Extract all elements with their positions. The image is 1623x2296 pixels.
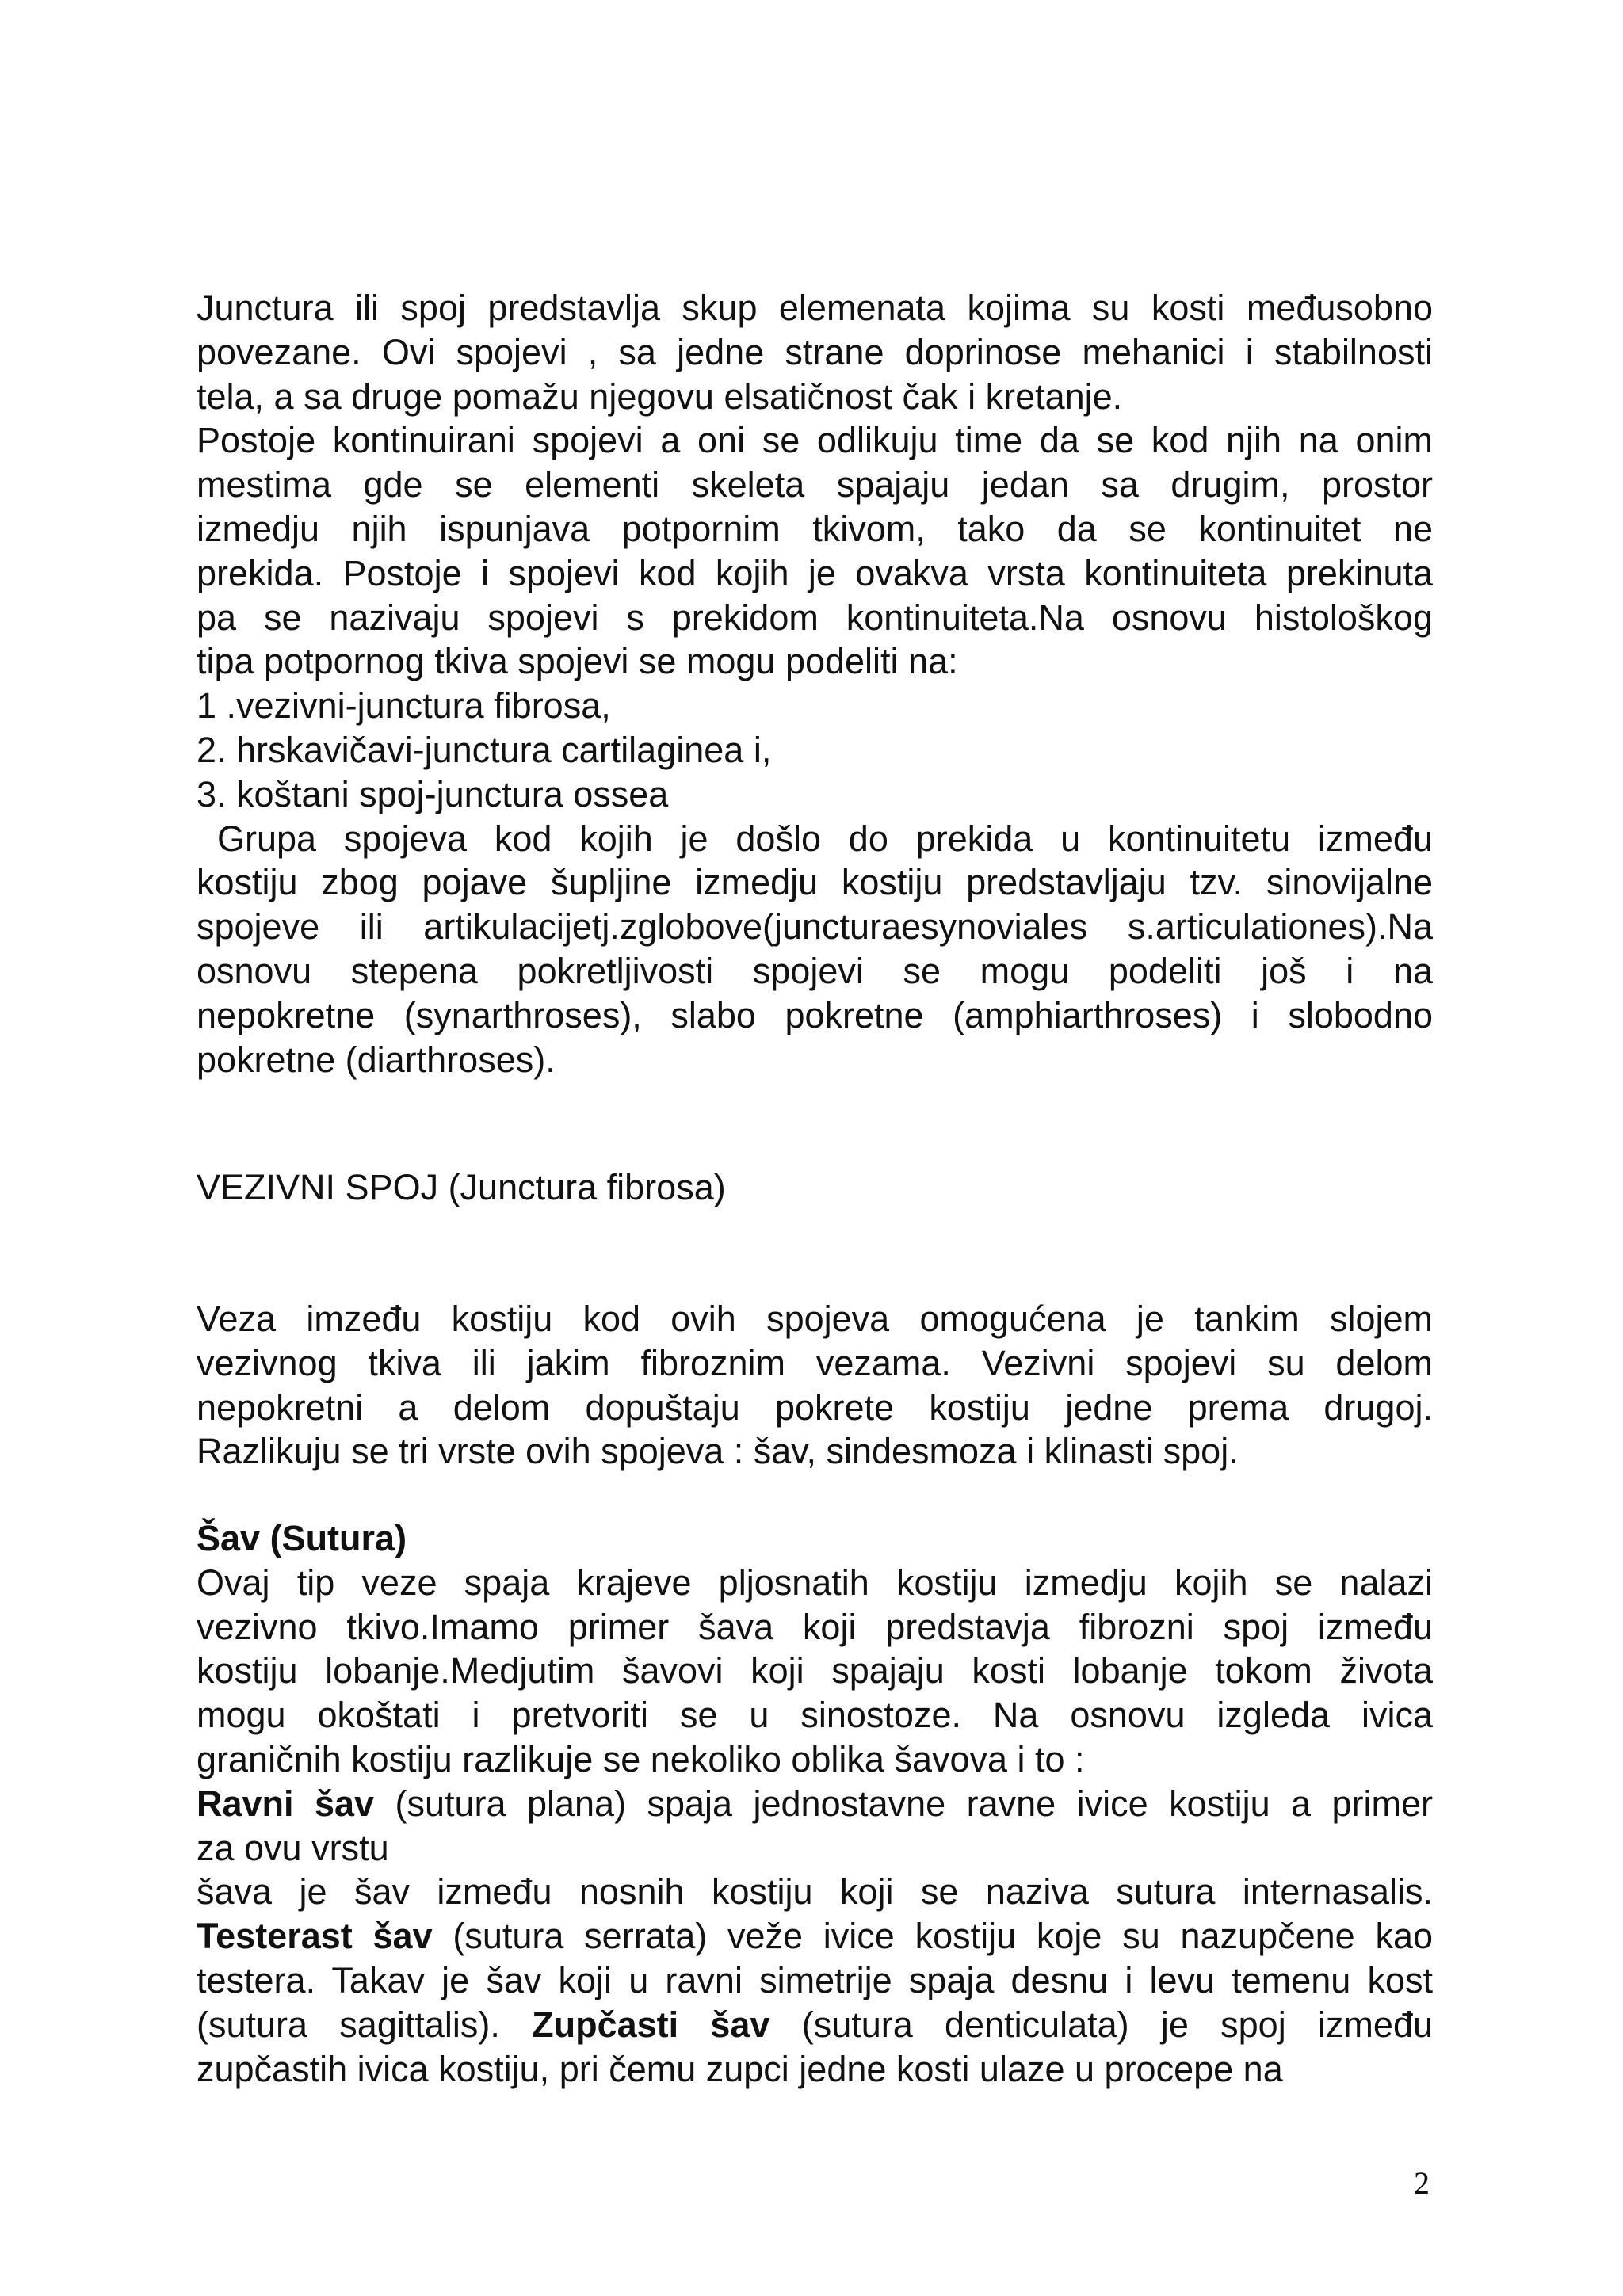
fibrous-joint-paragraph: [197, 1297, 1433, 1474]
text-line: nepokretni a delom dopuštaju pokrete kostiju jedne prema drugoj.: [197, 1386, 1433, 1428]
text-run: testera. Takav je šav koji u ravni simetrije spaja desnu i levu temenu kost: [197, 1959, 1433, 2000]
text-run: mogu okoštati i pretvoriti se u sinostoze. Na osnovu izgleda ivica: [197, 1695, 1433, 1736]
text-run: (sutura sagittalis).: [197, 2004, 533, 2045]
text-line: tipa potpornog tkiva spojevi se mogu podeliti na:: [197, 641, 958, 682]
bold-term: Zupčasti šav: [532, 2004, 770, 2045]
text-line: Veza imzeđu kostiju kod ovih spojeva omogućena je tankim slojem: [197, 1299, 1433, 1339]
text-line: 3. koštani spoj-junctura ossea: [197, 773, 669, 814]
bold-term: Ravni šav: [197, 1783, 375, 1824]
bold-term: Šav (Sutura): [197, 1518, 407, 1558]
text-line: 2. hrskavičavi-junctura cartilaginea i,: [197, 729, 772, 770]
text-line: 1 .vezivni-junctura fibrosa,: [197, 685, 611, 727]
text-line: pokretne (diarthroses).: [197, 1039, 556, 1080]
text-line: [197, 1870, 1433, 1914]
text-line: mestima gde se elementi skeleta spajaju jedan sa drugim, prostor: [197, 464, 1433, 505]
text-line: [197, 1605, 1433, 1650]
text-line: [197, 1649, 1433, 1693]
text-line: kostiju zbog pojave šupljine izmedju kostiju predstavljaju tzv. sinovijalne: [197, 862, 1433, 903]
text-run: Ovaj tip veze spaja krajeve pljosnatih kostiju izmedju kojih se nalazi: [197, 1562, 1433, 1603]
text-line: povezane. Ovi spojevi , sa jedne strane doprinose mehanici i stabilnosti: [197, 331, 1433, 372]
bold-term: Testerast šav: [197, 1916, 433, 1957]
text-run: kostiju lobanje.Medjutim šavovi koji spajaju kosti lobanje tokom života: [197, 1650, 1433, 1691]
text-line: [197, 1693, 1433, 1737]
text-line: tela, a sa druge pomažu njegovu elsatičnost čak i kretanje.: [197, 376, 1123, 417]
text-line: [197, 1782, 1433, 1826]
page-number: 2: [1414, 2165, 1430, 2201]
text-line: Junctura ili spoj predstavlja skup elemenata kojima su kosti međusobno: [197, 288, 1433, 328]
intro-paragraph: [197, 286, 1433, 1081]
text-run: za ovu vrstu: [197, 1827, 389, 1868]
text-line: [197, 1516, 1433, 1561]
text-run: šava je šav između nosnih kostiju koji se naziva sutura internasalis.: [197, 1871, 1433, 1913]
section-heading: VEZIVNI SPOJ (Junctura fibrosa): [197, 1167, 726, 1207]
text-line: [197, 1826, 1433, 1871]
text-line: [197, 2047, 1433, 2092]
text-line: pa se nazivaju spojevi s prekidom kontinuiteta.Na osnovu histološkog: [197, 597, 1433, 638]
text-line: osnovu stepena pokretljivosti spojevi se mogu podeliti još i na: [197, 950, 1433, 991]
text-line: izmedju njih ispunjava potpornim tkivom, tako da se kontinuitet ne: [197, 508, 1433, 549]
text-run: (sutura plana) spaja jednostavne ravne ivice kostiju a primer: [374, 1783, 1434, 1824]
suture-section: [197, 1516, 1433, 2091]
text-line: nepokretne (synarthroses), slabo pokretne (amphiarthroses) i slobodno: [197, 994, 1433, 1035]
text-line: Razlikuju se tri vrste ovih spojeva : šav, sindesmoza i klinasti spoj.: [197, 1431, 1239, 1472]
text-line: [197, 2003, 1433, 2047]
text-run: (sutura serrata) veže ivice kostiju koje su nazupčene kao: [432, 1916, 1433, 1957]
text-line: [197, 1561, 1433, 1605]
text-line: [197, 1958, 1433, 2003]
text-line: spojeve ili artikulacijetj.zglobove(juncturaesynoviales s.articulationes).Na: [197, 906, 1433, 948]
text-run: vezivno tkivo.Imamo primer šava koji predstavja fibrozni spoj između: [197, 1606, 1433, 1647]
text-line: vezivnog tkiva ili jakim fibroznim vezama. Vezivni spojevi su delom: [197, 1342, 1433, 1383]
text-run: (sutura denticulata) je spoj između: [769, 2004, 1434, 2045]
text-run: zupčastih ivica kostiju, pri čemu zupci jedne kosti ulaze u procepe na: [197, 2048, 1283, 2089]
text-line: Grupa spojeva kod kojih je došlo do prekida u kontinuitetu između: [217, 818, 1433, 859]
text-line: [197, 1914, 1433, 1958]
text-line: [197, 1737, 1433, 1782]
text-run: graničnih kostiju razlikuje se nekoliko oblika šavova i to :: [197, 1738, 1085, 1779]
text-line: Postoje kontinuirani spojevi a oni se odlikuju time da se kod njih na onim: [197, 420, 1433, 461]
text-line: prekida. Postoje i spojevi kod kojih je ovakva vrsta kontinuiteta prekinuta: [197, 552, 1433, 593]
